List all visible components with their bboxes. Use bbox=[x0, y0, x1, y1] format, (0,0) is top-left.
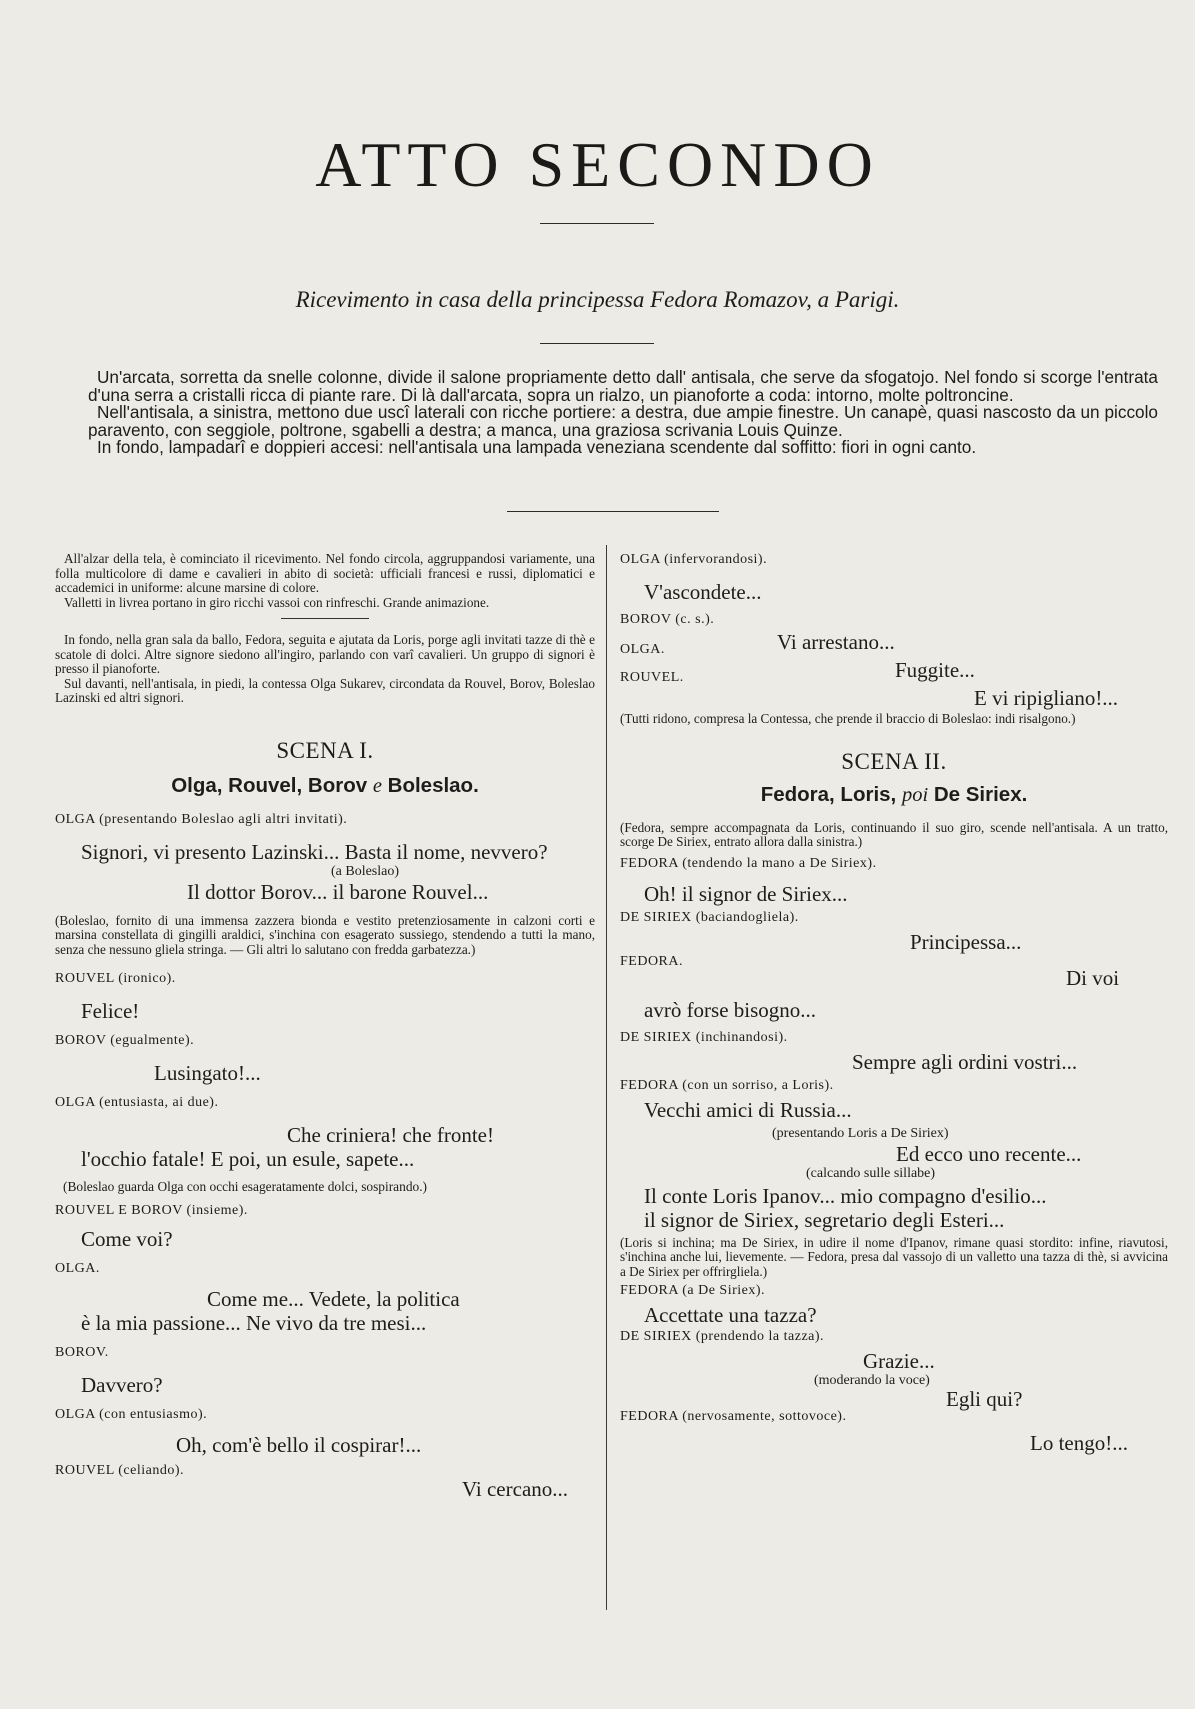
speaker-cue: FEDORA (tendendo la mano a De Siriex). bbox=[620, 855, 877, 871]
stage-direction: (Loris si inchina; ma De Siriex, in udire il nome d'Ipanov, rimane quasi stordito: infine, riavutosi, s'inchina anche lui, lievemente. — Fedora, presa dal vassojo di un valletto una tazza di thè, si avvicina a De Siriex per offrirgliela.) bbox=[620, 1234, 1168, 1279]
dialogue-line: Come voi? bbox=[81, 1227, 173, 1251]
setting-paragraph: Nell'antisala, a sinistra, mettono due uscî laterali con ricche portiere: a destra, due ampie finestre. Un canapè, quasi nascosto da un piccolo paravento, con seggiole, poltrone, sgabelli a destra; a manca, una graziosa scrivania Louis Quinze. bbox=[88, 402, 1158, 440]
dialogue-line: Vi cercano... bbox=[462, 1477, 569, 1501]
characters-text: Boleslao. bbox=[387, 773, 479, 797]
speaker-cue: ROUVEL E BOROV (insieme). bbox=[55, 1203, 248, 1218]
dialogue-line: V'ascondete... bbox=[644, 580, 762, 604]
aside-direction: (a Boleslao) bbox=[330, 863, 400, 879]
scene-characters bbox=[55, 774, 595, 798]
dialogue-line: Che criniera! che fronte! bbox=[287, 1123, 494, 1147]
dialogue-line: Come me... Vedete, la politica bbox=[207, 1287, 460, 1311]
speaker-cue: OLGA. bbox=[620, 642, 665, 657]
speaker-cue: ROUVEL. bbox=[620, 670, 684, 685]
speaker-cue: DE SIRIEX (prendendo la tazza). bbox=[620, 1329, 825, 1344]
speaker-cue: OLGA (con entusiasmo). bbox=[55, 1407, 208, 1422]
stage-direction: (Boleslao guarda Olga con occhi esageratamente dolci, sospirando.) bbox=[63, 1179, 428, 1194]
dialogue-line: Di voi bbox=[1066, 965, 1120, 990]
dialogue-line: Egli qui? bbox=[946, 1387, 1023, 1411]
scene-title: SCENA II. bbox=[841, 748, 947, 774]
dialogue-line: Davvero? bbox=[81, 1373, 163, 1397]
dialogue-line: il signor de Siriex, segretario degli Esteri... bbox=[644, 1207, 1005, 1232]
dialogue-line: Ed ecco uno recente... bbox=[896, 1141, 1082, 1166]
intro-rule bbox=[507, 511, 719, 512]
act-subtitle: Ricevimento in casa della principessa Fedora Romazov, a Parigi. bbox=[295, 287, 900, 312]
speaker-cue: OLGA (infervorandosi). bbox=[620, 552, 768, 567]
stage-direction: All'alzar della tela, è cominciato il ricevimento. Nel fondo circola, aggruppandosi variamente, una folla multicolore di dame e cavalieri in abito di società: ufficiali francesi e russi, diplomatici e accademici in uniforme: alcune marsine di colore. bbox=[55, 551, 595, 595]
stage-direction: (Fedora, sempre accompagnata da Loris, continuando il suo giro, scende nell'antisala. A un tratto, scorge De Siriex, entrato allora dalla sinistra.) bbox=[620, 819, 1168, 849]
dialogue-line: Lo tengo!... bbox=[1030, 1431, 1128, 1455]
characters-text: Fedora, Loris, bbox=[760, 782, 897, 806]
column-divider bbox=[606, 545, 607, 1610]
speaker-cue: ROUVEL (ironico). bbox=[55, 971, 176, 986]
dialogue-line: Principessa... bbox=[910, 929, 1022, 954]
speaker-cue: FEDORA (nervosamente, sottovoce). bbox=[620, 1409, 847, 1424]
dialogue-line: Il conte Loris Ipanov... mio compagno d'esilio... bbox=[644, 1183, 1047, 1208]
stage-direction: Valletti in livrea portano in giro ricchi vassoi con rinfreschi. Grande animazione. bbox=[64, 594, 490, 610]
stage-direction: (Boleslao, fornito di una immensa zazzera bionda e vestito pretenziosamente in calzoni corti e marsina constellata di gingilli araldici, s'inchina con esagerato sussiego, stendendo a tutti la mano, senza che nessuno gliela stringa. — Gli altri lo salutano con fredda garbatezza.) bbox=[55, 912, 595, 957]
speaker-cue: FEDORA. bbox=[620, 953, 684, 969]
dialogue-line: Oh, com'è bello il cospirar!... bbox=[176, 1433, 422, 1457]
scene-title: SCENA I. bbox=[276, 737, 374, 763]
dialogue-line: Grazie... bbox=[863, 1349, 935, 1373]
dialogue-line: Il dottor Borov... il barone Rouvel... bbox=[187, 879, 489, 904]
speaker-cue: DE SIRIEX (baciandogliela). bbox=[620, 909, 799, 925]
dialogue-line: Vecchi amici di Russia... bbox=[644, 1097, 852, 1122]
speaker-cue: OLGA. bbox=[55, 1261, 100, 1276]
dialogue-line: avrò forse bisogno... bbox=[644, 997, 817, 1022]
characters-text: Olga, Rouvel, Borov bbox=[171, 773, 368, 797]
stage-direction: (Tutti ridono, compresa la Contessa, che prende il braccio di Boleslao: indi risalgono.) bbox=[620, 711, 1076, 726]
setting-paragraph: Un'arcata, sorretta da snelle colonne, divide il salone propriamente detto dall' antisala, che serve da sfogatojo. Nel fondo si scorge l'entrata d'una serra a cristalli ricca di piante rare. Di là dall'arcata, sopra un rialzo, un pianoforte a coda: intorno, molte poltroncine. bbox=[88, 367, 1158, 405]
dialogue-line: Lusingato!... bbox=[154, 1061, 261, 1085]
aside-direction: (calcando sulle sillabe) bbox=[806, 1165, 936, 1181]
speaker-cue: ROUVEL (celiando). bbox=[55, 1463, 184, 1478]
subtitle-rule bbox=[540, 343, 654, 344]
aside-direction: (presentando Loris a De Siriex) bbox=[772, 1125, 949, 1141]
dialogue-line: Felice! bbox=[81, 999, 140, 1023]
aside-direction: (moderando la voce) bbox=[814, 1373, 930, 1388]
left-column bbox=[55, 552, 595, 1501]
dialogue-line: Oh! il signor de Siriex... bbox=[644, 881, 848, 906]
speaker-cue: FEDORA (a De Siriex). bbox=[620, 1283, 766, 1298]
scene-characters bbox=[620, 783, 1168, 807]
characters-conjunction: e bbox=[372, 774, 382, 797]
speaker-cue: FEDORA (con un sorriso, a Loris). bbox=[620, 1077, 834, 1093]
stage-direction: Sul davanti, nell'antisala, in piedi, la contessa Olga Sukarev, circondata da Rouvel, Borov, Boleslao Lazinski ed altri signori. bbox=[55, 675, 595, 705]
characters-text: De Siriex. bbox=[933, 782, 1028, 806]
dialogue-line: è la mia passione... Ne vivo da tre mesi... bbox=[81, 1311, 427, 1335]
act-title: ATTO SECONDO bbox=[315, 129, 880, 200]
stage-setting bbox=[88, 369, 1158, 457]
dialogue-line: Fuggite... bbox=[895, 658, 975, 682]
characters-conjunction: poi bbox=[901, 783, 929, 806]
section-rule bbox=[281, 618, 369, 619]
dialogue-line: l'occhio fatale! E poi, un esule, sapete... bbox=[81, 1147, 415, 1171]
setting-paragraph: In fondo, lampadarî e doppieri accesi: nell'antisala una lampada veneziana scendente dal soffitto: fiori in ogni canto. bbox=[97, 437, 977, 457]
dialogue-line: Sempre agli ordini vostri... bbox=[852, 1049, 1078, 1074]
title-rule bbox=[540, 223, 654, 224]
dialogue-line: E vi ripigliano!... bbox=[974, 686, 1119, 710]
speaker-cue: BOROV (c. s.). bbox=[620, 612, 715, 627]
dialogue-line: Accettate una tazza? bbox=[644, 1303, 817, 1327]
right-column bbox=[620, 552, 1168, 1455]
speaker-cue: BOROV (egualmente). bbox=[55, 1033, 195, 1048]
stage-direction: In fondo, nella gran sala da ballo, Fedora, seguita e ajutata da Loris, porge agli invitati tazze di thè e scatole di dolci. Altre signore siedono all'ingiro, parlando con varî cavalieri. Un gruppo di signori è presso il pianoforte. bbox=[55, 632, 595, 676]
dialogue-line: Vi arrestano... bbox=[777, 630, 895, 654]
speaker-cue: OLGA (entusiasta, ai due). bbox=[55, 1095, 219, 1110]
dialogue-line: Signori, vi presento Lazinski... Basta il nome, nevvero? bbox=[81, 839, 548, 864]
speaker-cue: DE SIRIEX (inchinandosi). bbox=[620, 1029, 788, 1045]
speaker-cue: BOROV. bbox=[55, 1345, 109, 1360]
speaker-cue: OLGA (presentando Boleslao agli altri invitati). bbox=[55, 811, 348, 827]
